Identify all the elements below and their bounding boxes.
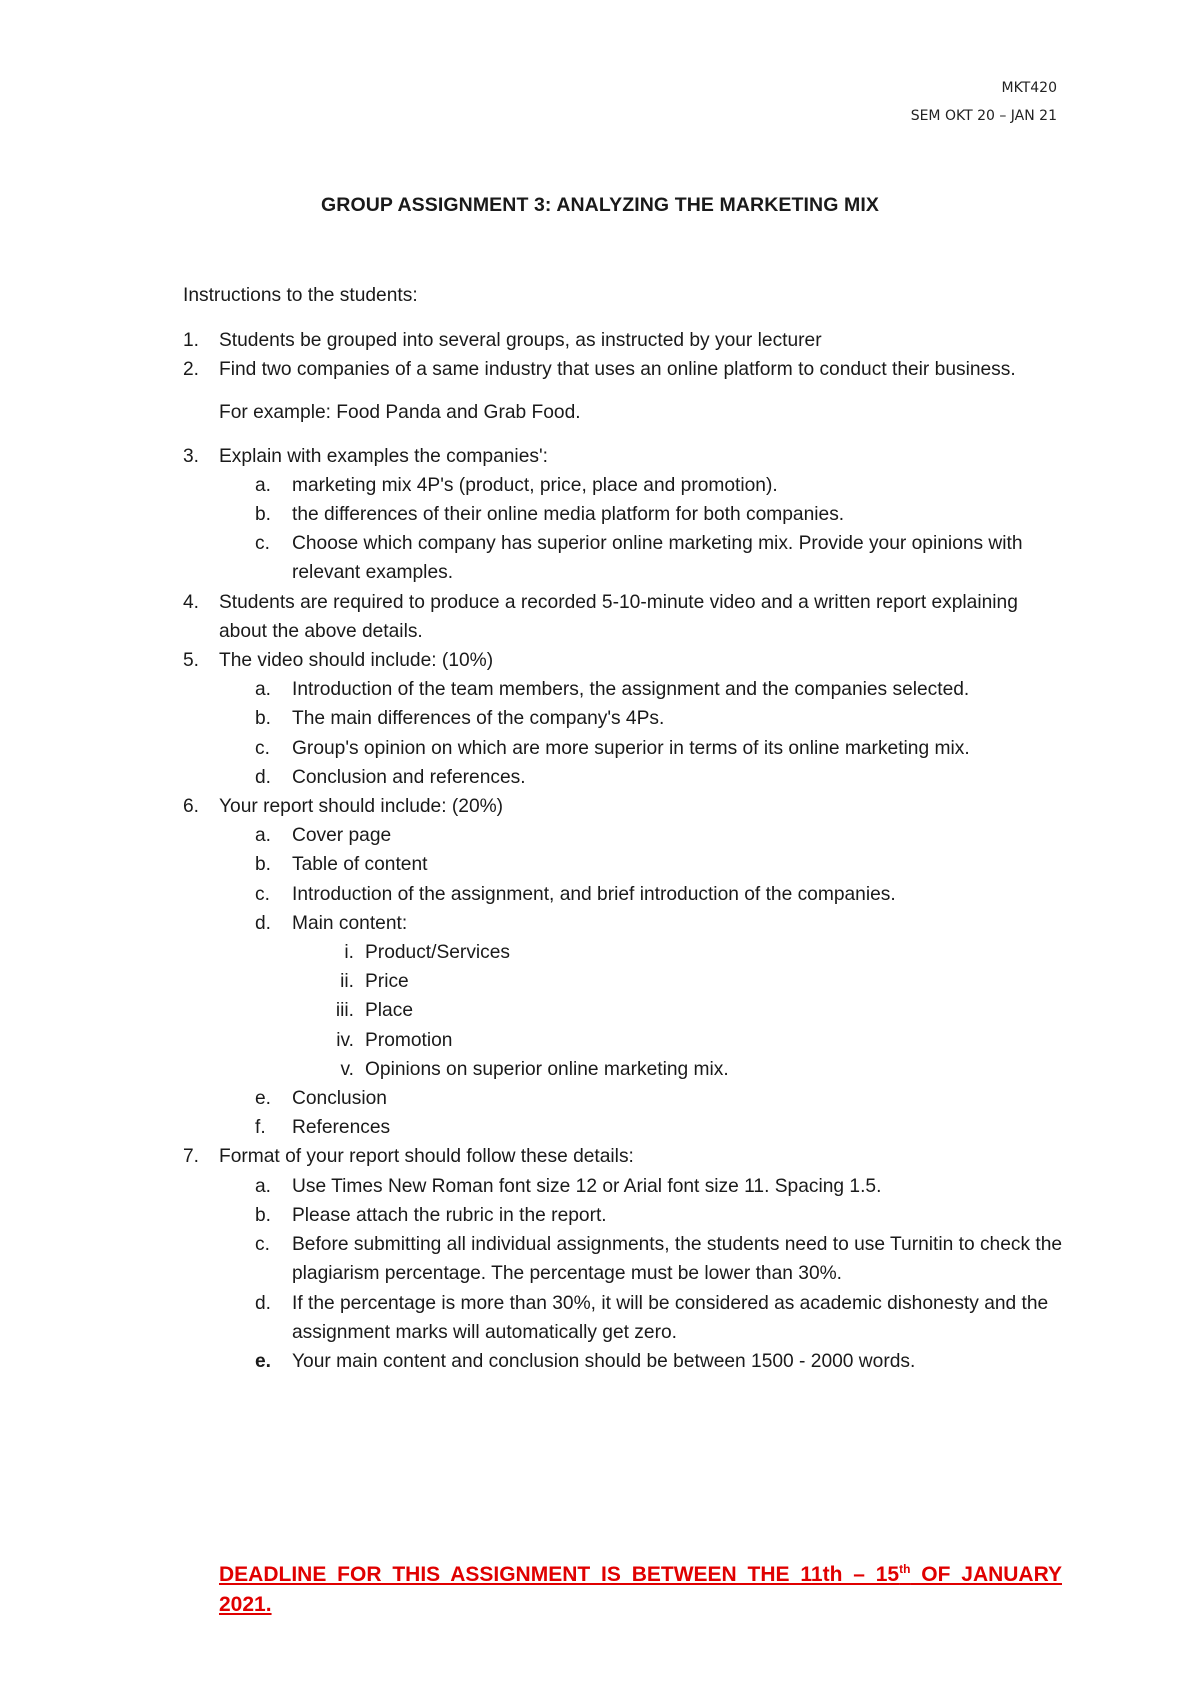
sublist-text: marketing mix 4P's (product, price, place and promotion). [292, 474, 778, 496]
sublist-text: Conclusion and references. [292, 766, 526, 788]
roman-list-item [255, 938, 1063, 967]
roman-list-item [255, 996, 1063, 1025]
sublist-item [255, 675, 1063, 704]
sublist-text: Before submitting all individual assignments, the students need to use Turnitin to check the plagiarism percentage. The percentage must be lower than 30%. [292, 1234, 1063, 1285]
sublist-letter: b. [255, 504, 272, 526]
roman-list-item [255, 1055, 1063, 1084]
roman-numeral: iv. [336, 1029, 354, 1051]
sublist-text: the differences of their online media platform for both companies. [292, 504, 845, 526]
roman-list-text: Price [365, 971, 409, 993]
sublist-letter: e. [255, 1350, 272, 1372]
sublist-text: Conclusion [292, 1088, 387, 1110]
sublist-item [255, 909, 1063, 938]
sublist-text: Group's opinion on which are more superior in terms of its online marketing mix. [292, 737, 970, 759]
sublist-text: References [292, 1117, 391, 1139]
sublist-letter: d. [255, 912, 272, 934]
sublist-letter: b. [255, 708, 272, 730]
sublist [183, 675, 1063, 792]
item-number: 6. [183, 796, 200, 818]
roman-list-item [255, 967, 1063, 996]
sublist-letter: a. [255, 825, 272, 847]
item-text: Find two companies of a same industry that uses an online platform to conduct their business. [219, 359, 1016, 381]
roman-list-item [255, 1026, 1063, 1055]
roman-list-text: Place [365, 1000, 413, 1022]
sublist-item [255, 880, 1063, 909]
item-text: Students are required to produce a recorded 5-10-minute video and a written report explaining about the above details. [219, 591, 1018, 642]
sublist-item [255, 821, 1063, 850]
roman-list-text: Product/Services [365, 942, 511, 964]
sublist-item [255, 850, 1063, 879]
sublist-text: Your main content and conclusion should be between 1500 - 2000 words. [292, 1350, 916, 1372]
item-text: Format of your report should follow these details: [219, 1146, 634, 1168]
item-number: 2. [183, 359, 200, 381]
sublist-letter: b. [255, 854, 272, 876]
sublist-item [255, 1230, 1063, 1288]
item-text: Students be grouped into several groups, as instructed by your lecturer [219, 330, 822, 351]
sublist-item [255, 1201, 1063, 1230]
sublist-text: Introduction of the team members, the assignment and the companies selected. [292, 679, 970, 701]
sublist-item [255, 734, 1063, 763]
sublist-letter: e. [255, 1088, 272, 1110]
sublist-text: Please attach the rubric in the report. [292, 1204, 607, 1226]
sublist-item [255, 763, 1063, 792]
sublist-letter: d. [255, 766, 272, 788]
sublist [183, 471, 1063, 588]
roman-list-text: Opinions on superior online marketing mix. [365, 1058, 729, 1080]
sublist-item [255, 471, 1063, 500]
list-item [183, 588, 1063, 646]
sublist-letter: a. [255, 679, 272, 701]
sublist-letter: a. [255, 1175, 272, 1197]
deadline-superscript: th [899, 1562, 911, 1576]
sublist-letter: c. [255, 533, 270, 555]
roman-numeral: i. [344, 942, 354, 964]
course-code: MKT420 [1001, 80, 1057, 96]
sublist [183, 821, 1063, 1142]
semester-label: SEM OKT 20 – JAN 21 [910, 108, 1057, 124]
roman-numeral: ii. [340, 971, 354, 993]
sublist-text: Choose which company has superior online marketing mix. Provide your opinions with relevant examples. [292, 533, 1023, 584]
sublist-text: Use Times New Roman font size 12 or Arial font size 11. Spacing 1.5. [292, 1175, 882, 1197]
item-text: The video should include: (10%) [219, 650, 494, 672]
roman-numeral: iii. [335, 1000, 354, 1022]
list-item [183, 326, 1063, 355]
sublist-text: Main content: [292, 912, 408, 934]
item-number: 5. [183, 650, 200, 672]
sublist [183, 1172, 1063, 1376]
list-item [183, 1142, 1063, 1171]
roman-list-text: Promotion [365, 1029, 453, 1051]
instructions-intro: Instructions to the students: [183, 285, 418, 306]
example-text: For example: Food Panda and Grab Food. [219, 402, 581, 424]
item-text: Explain with examples the companies': [219, 445, 548, 467]
sublist-item [255, 529, 1063, 587]
list-item [183, 442, 1063, 471]
sublist-letter: c. [255, 737, 270, 759]
sublist-item [255, 1289, 1063, 1347]
sublist-letter: d. [255, 1292, 272, 1314]
deadline-text-end: OF JANUARY 2021. [219, 1563, 1062, 1616]
sublist-text: The main differences of the company's 4Ps. [292, 708, 665, 730]
sublist-item [255, 1084, 1063, 1113]
item-number: 7. [183, 1146, 200, 1168]
sublist-item [255, 1113, 1063, 1142]
deadline-text: DEADLINE FOR THIS ASSIGNMENT IS BETWEEN THE 11th – 15 [219, 1563, 900, 1586]
sublist-item [255, 1172, 1063, 1201]
sublist-letter: a. [255, 474, 272, 496]
list-item [183, 646, 1063, 675]
item-number: 3. [183, 445, 200, 467]
list-item [183, 355, 1063, 384]
sublist-text: Table of content [292, 854, 428, 876]
instructions-list [183, 326, 1063, 1376]
item-number: 1. [183, 330, 200, 351]
item-number: 4. [183, 591, 200, 613]
list-item [183, 792, 1063, 821]
item-text: Your report should include: (20%) [219, 796, 504, 818]
sublist-item [255, 1347, 1063, 1376]
sublist-text: Cover page [292, 825, 392, 847]
sublist-letter: f. [255, 1117, 266, 1139]
document-header [911, 74, 1057, 130]
roman-numeral: v. [340, 1058, 354, 1080]
sublist-text: Introduction of the assignment, and brief introduction of the companies. [292, 883, 896, 905]
sublist-letter: c. [255, 883, 270, 905]
deadline-notice [219, 1560, 1062, 1620]
assignment-title: GROUP ASSIGNMENT 3: ANALYZING THE MARKETING MIX [321, 194, 879, 216]
sublist-item [255, 704, 1063, 733]
sublist-text: If the percentage is more than 30%, it will be considered as academic dishonesty and the assignment marks will automatically get zero. [292, 1292, 1049, 1343]
sublist-item [255, 500, 1063, 529]
sublist-letter: b. [255, 1204, 272, 1226]
sublist-letter: c. [255, 1234, 270, 1256]
